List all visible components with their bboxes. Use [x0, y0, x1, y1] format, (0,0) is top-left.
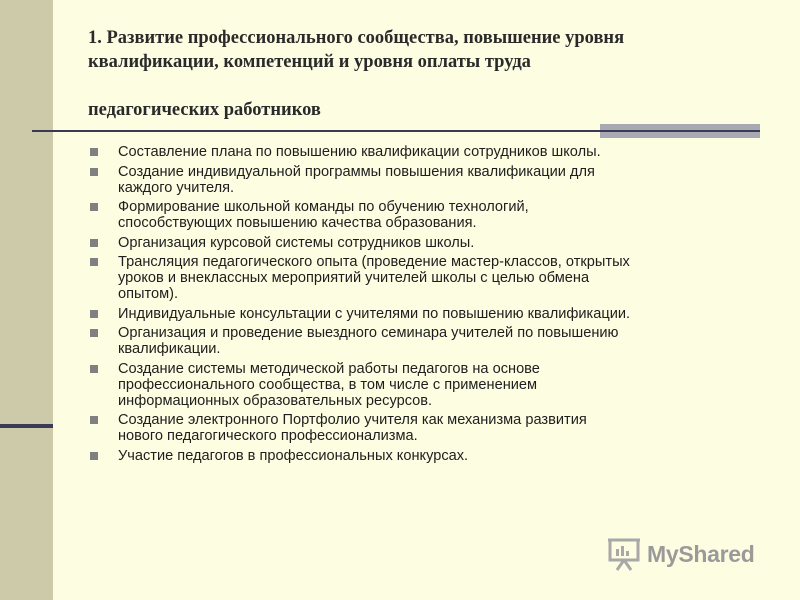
watermark-text: MyShared [647, 540, 755, 567]
bullet-text-line: информационных образовательных ресурсов. [118, 392, 433, 409]
bullet-text-line: уроков и внеклассных мероприятий учителей школы с целью обмена [118, 270, 590, 286]
bullet-text-line: каждого учителя. [118, 179, 235, 196]
bullet-text-line: способствующих повышению качества образования. [118, 215, 477, 231]
bullet-text-line: Участие педагогов в профессиональных конкурсах. [118, 447, 469, 464]
bullet-square-icon [90, 310, 98, 318]
bullet-square-icon [90, 452, 98, 460]
bullet-square-icon [90, 168, 98, 176]
bullet-item [90, 412, 770, 444]
bullet-item [90, 199, 770, 231]
title-line-3: педагогических работников [88, 100, 321, 120]
bullet-item [90, 325, 770, 357]
left-decor-bar [0, 0, 53, 600]
bullet-item [90, 306, 770, 322]
bullet-text-line: Создание индивидуальной программы повышения квалификации для [118, 163, 595, 180]
bullet-text-line: Организация и проведение выездного семинара учителей по повышению [118, 325, 619, 341]
title-line-1: 1. Развитие профессионального сообщества, повышение уровня [88, 28, 625, 48]
presentation-board-icon [607, 537, 641, 571]
bullet-text-line: квалификации. [118, 341, 221, 357]
bullet-square-icon [90, 258, 98, 266]
bullet-item [90, 144, 770, 160]
bullet-text-line: нового педагогического профессионализма. [118, 428, 418, 444]
left-decor-underline [0, 424, 53, 428]
bullet-text-line: Составление плана по повышению квалификации сотрудников школы. [118, 144, 601, 160]
bullet-text-line: Создание системы методической работы педагогов на основе [118, 360, 540, 377]
myshared-logo [607, 537, 755, 571]
bullet-text-line: Формирование школьной команды по обучению технологий, [118, 199, 529, 215]
bullet-item [90, 361, 770, 409]
title-line-2: квалификации, компетенций и уровня оплаты труда [88, 52, 531, 72]
bullet-text-line: профессионального сообщества, в том числе с применением [118, 376, 538, 393]
bullet-text-line: Создание электронного Портфолио учителя как механизма развития [118, 412, 587, 428]
bullet-item [90, 254, 770, 302]
bullet-square-icon [90, 365, 98, 373]
bullet-item [90, 164, 770, 196]
bullet-square-icon [90, 416, 98, 424]
bullet-item [90, 235, 770, 251]
bullet-square-icon [90, 148, 98, 156]
slide-title [88, 26, 748, 122]
bullet-item [90, 448, 770, 464]
bullet-text-line: опытом). [118, 286, 179, 302]
title-rule [32, 130, 760, 132]
bullet-square-icon [90, 239, 98, 247]
bullet-text-line: Организация курсовой системы сотрудников школы. [118, 234, 475, 251]
bullet-square-icon [90, 329, 98, 337]
bullet-text-line: Трансляция педагогического опыта (проведение мастер-классов, открытых [118, 254, 630, 270]
bullet-text-line: Индивидуальные консультации с учителями по повышению квалификации. [118, 305, 631, 322]
bullet-list [90, 144, 770, 467]
bullet-square-icon [90, 203, 98, 211]
